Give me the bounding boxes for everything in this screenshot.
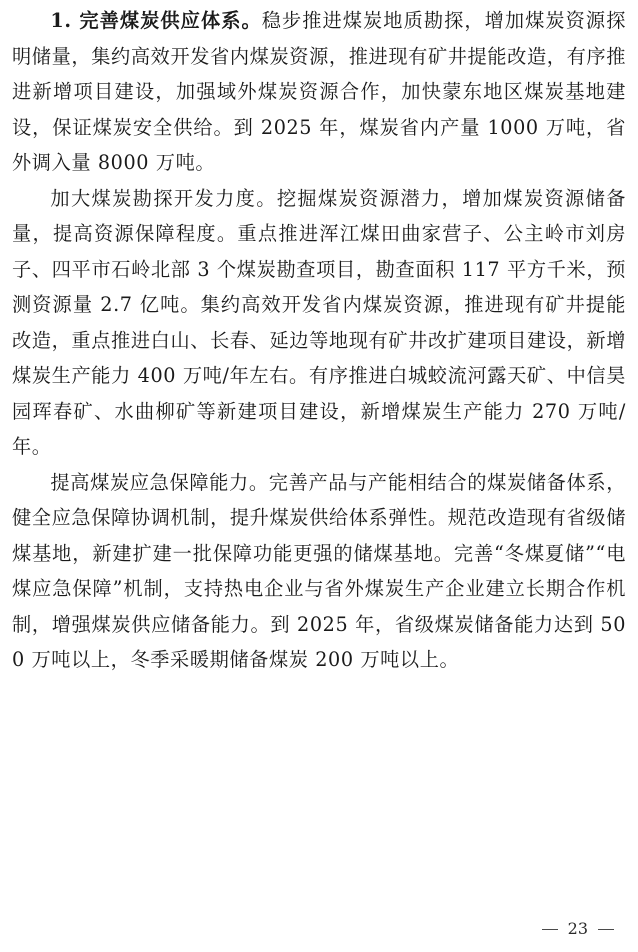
paragraph-emergency-reserve — [12, 465, 626, 678]
paragraph-coal-supply-system — [12, 3, 626, 181]
paragraph-exploration-development — [12, 181, 626, 465]
document-body — [12, 3, 626, 678]
section-heading: 1. 完善煤炭供应体系。 — [50, 9, 262, 32]
page-number-left-dash — [542, 929, 558, 930]
page-number-right-dash — [598, 929, 614, 930]
paragraph-text: 稳步推进煤炭地质勘探，增加煤炭资源探明储量，集约高效开发省内煤炭资源，推进现有矿井提能改造，有序推进新增项目建设，加强域外煤炭资源合作，加快蒙东地区煤炭基地建设，保证煤炭安全供给。到 2025 年，煤炭省内产量 1000 万吨，省外调入量 8000 万吨。 — [12, 9, 626, 174]
page-number: 23 — [567, 919, 588, 938]
paragraph-text: 提高煤炭应急保障能力。完善产品与产能相结合的煤炭储备体系，健全应急保障协调机制，提升煤炭供给体系弹性。规范改造现有省级储煤基地，新建扩建一批保障功能更强的储煤基地。完善“冬煤夏储”“电煤应急保障”机制，支持热电企业与省外煤炭生产企业建立长期合作机制，增强煤炭供应储备能力。到 2025 年，省级煤炭储备能力达到 500 万吨以上，冬季采暖期储备煤炭 200 万吨以上。 — [12, 470, 626, 671]
paragraph-text: 加大煤炭勘探开发力度。挖掘煤炭资源潜力，增加煤炭资源储备量，提高资源保障程度。重点推进浑江煤田曲家营子、公主岭市刘房子、四平市石岭北部 3 个煤炭勘查项目，勘查面积 117 平方千米，预测资源量 2.7 亿吨。集约高效开发省内煤炭资源，推进现有矿井提能改造，重点推进白山、长春、延边等地现有矿井改扩建项目建设，新增煤炭生产能力 400 万吨/年左右。有序推进白城蛟流河露天矿、中信昊园珲春矿、水曲柳矿等新建项目建设，新增煤炭生产能力 270 万吨/年。 — [12, 186, 626, 458]
page-footer — [542, 919, 614, 939]
